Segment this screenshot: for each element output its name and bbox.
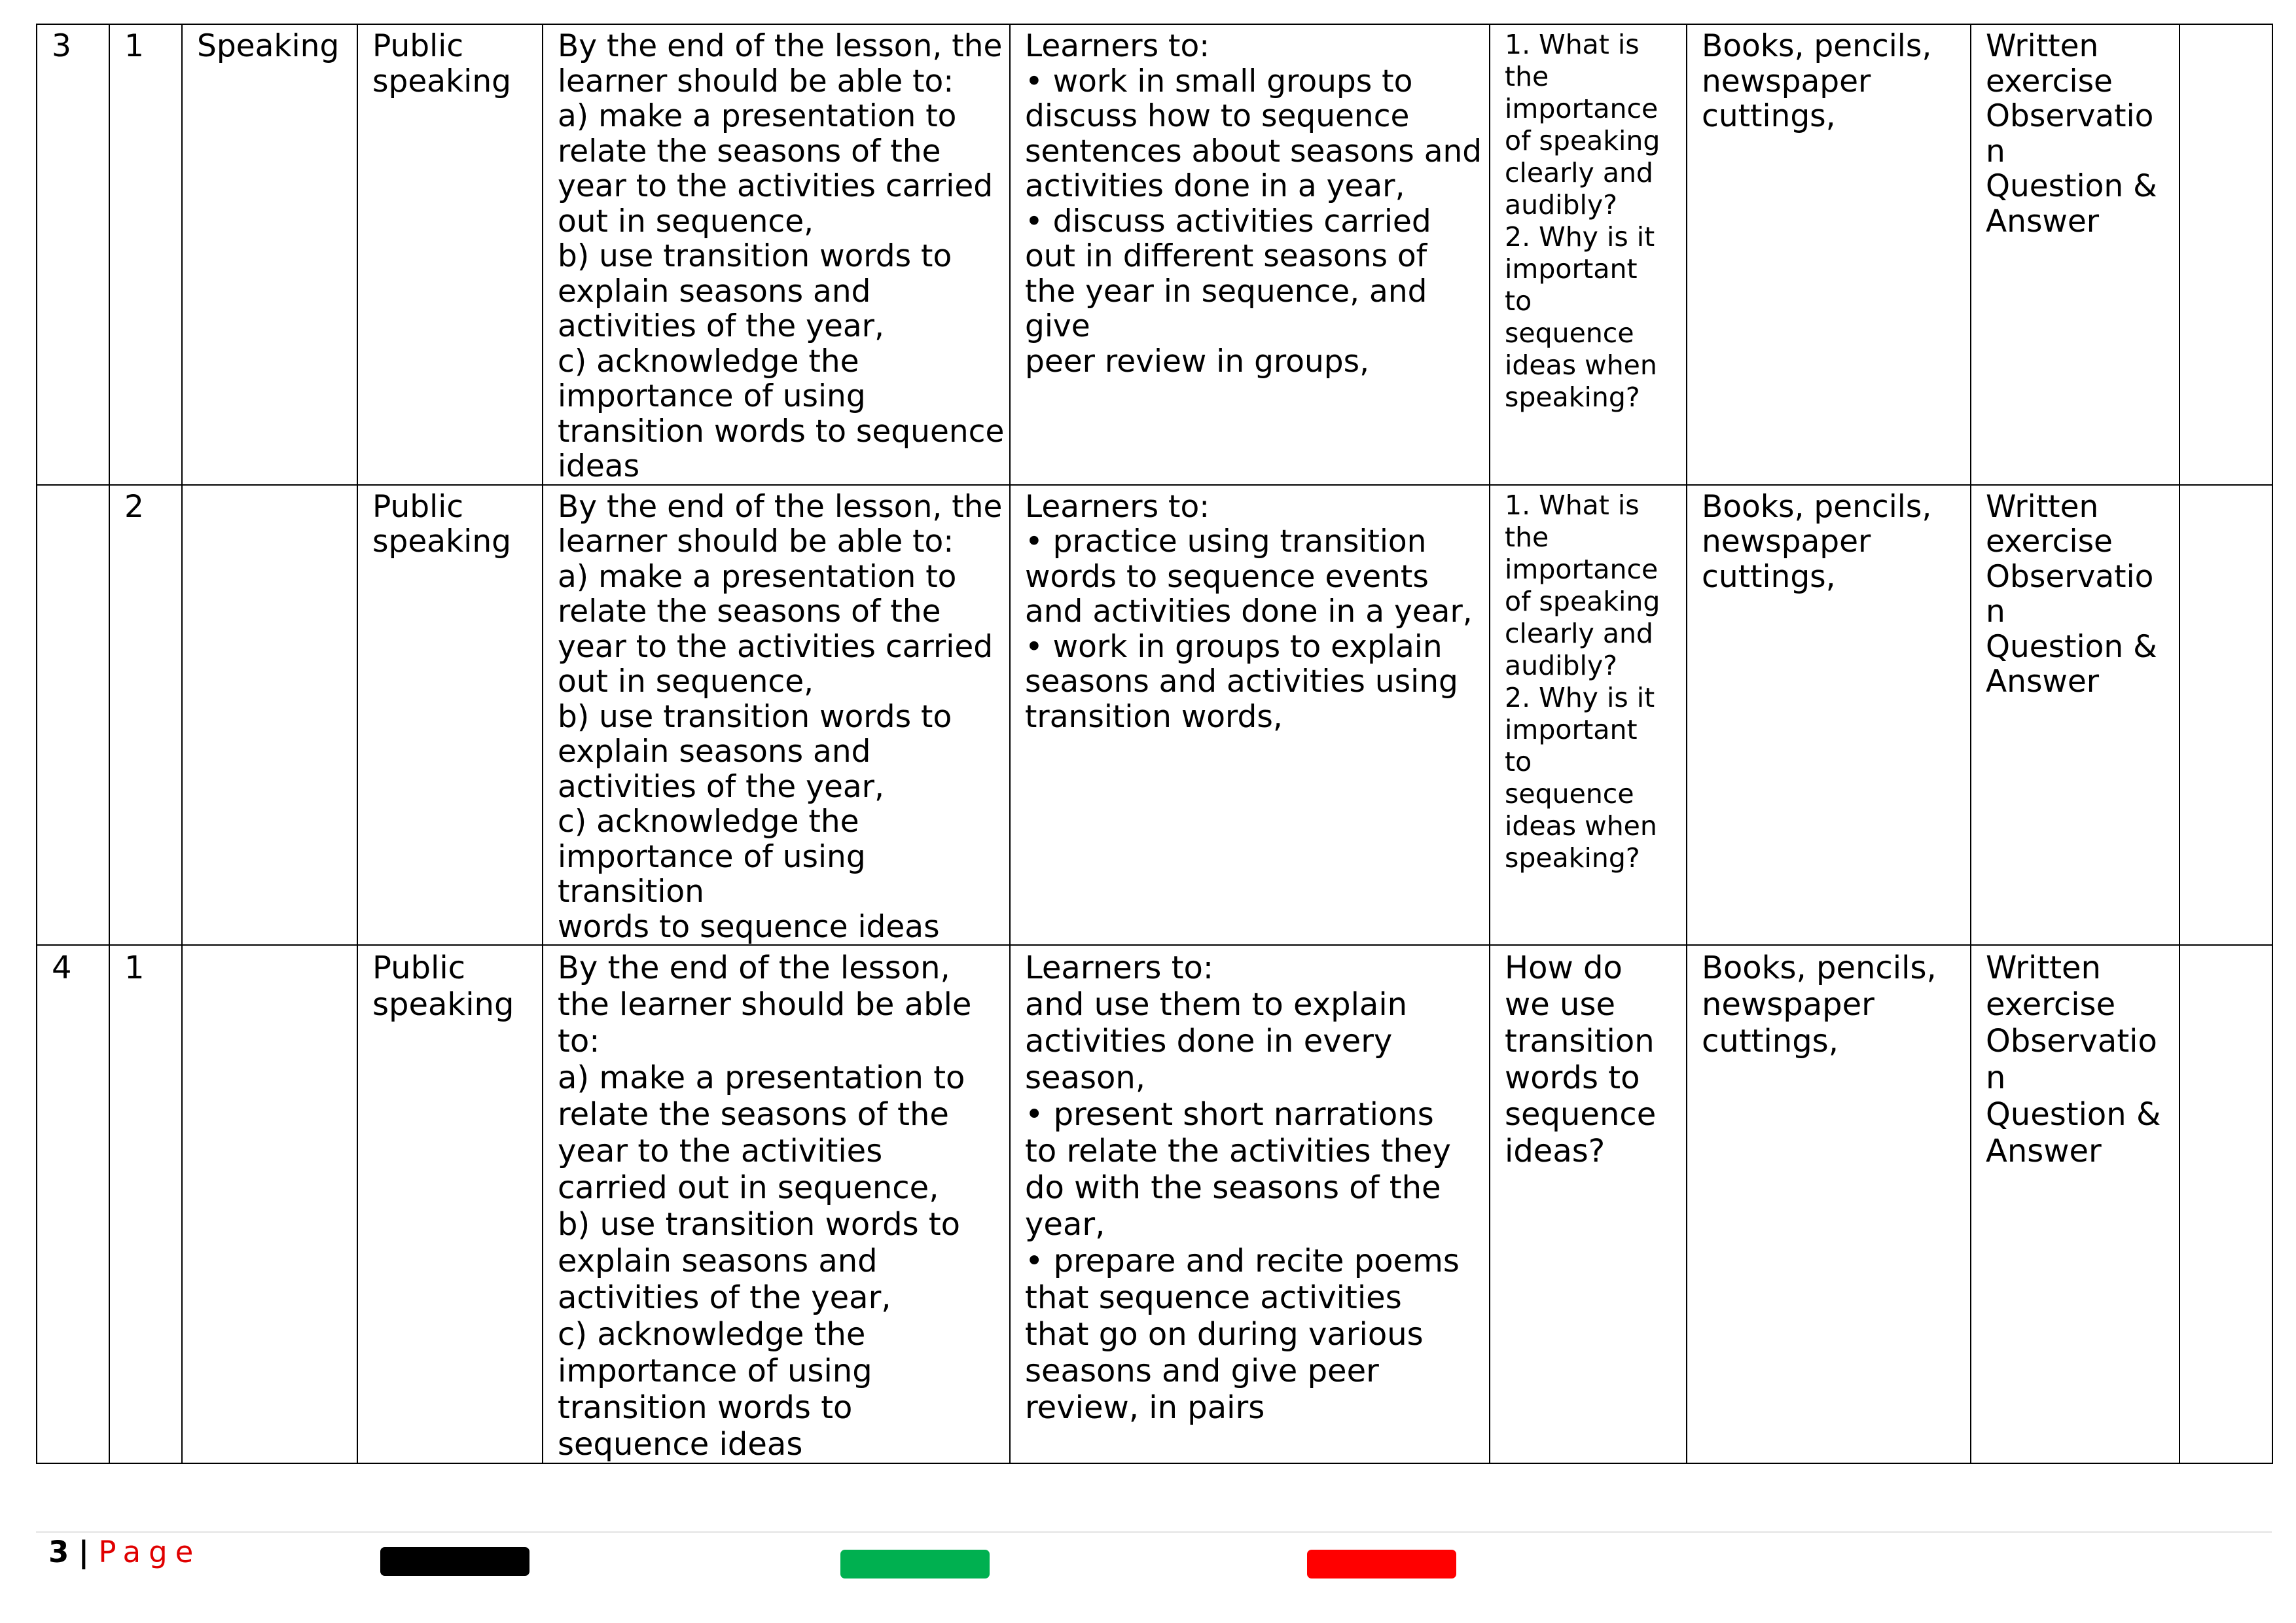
- week-cell: [37, 485, 109, 946]
- learning-resources-line: cuttings,: [1702, 1023, 1839, 1060]
- learning-outcomes-line: carried out in sequence,: [558, 1169, 939, 1206]
- assessment-line: exercise: [1986, 63, 2113, 99]
- learning-outcomes-line: out in sequence,: [558, 203, 814, 240]
- learning-outcomes-line: year to the activities carried: [558, 628, 994, 665]
- scheme-of-work-table: [36, 24, 2273, 1464]
- key-inquiry-question-line: ideas when: [1505, 349, 1657, 381]
- key-inquiry-question-line: we use: [1505, 986, 1616, 1023]
- learning-outcomes-line: importance of using: [558, 378, 866, 414]
- red-flag-bar: [1307, 1550, 1456, 1578]
- key-inquiry-question-line: important: [1505, 713, 1638, 745]
- learning-outcomes-line: c) acknowledge the: [558, 804, 859, 840]
- learning-outcomes-line: relate the seasons of the: [558, 1096, 949, 1133]
- assessment-line: Question &: [1986, 1096, 2161, 1133]
- strand-cell: Speaking: [182, 24, 357, 485]
- page-number: 3: [48, 1535, 69, 1569]
- key-inquiry-question-line: speaking?: [1505, 842, 1640, 874]
- learning-experiences-line: do with the seasons of the: [1025, 1169, 1441, 1206]
- learning-experiences-line: • work in groups to explain: [1025, 628, 1443, 665]
- table-row: [37, 945, 2272, 1463]
- learning-experiences-line: year,: [1025, 1206, 1105, 1243]
- learning-outcomes-line: b) use transition words to: [558, 698, 952, 735]
- learning-outcomes-line: activities of the year,: [558, 308, 884, 344]
- key-inquiry-question-line: 2. Why is it: [1505, 221, 1655, 253]
- remarks-cell: [2179, 24, 2272, 485]
- assessment-line: n: [1986, 1060, 2006, 1096]
- key-inquiry-question-line: ideas when: [1505, 810, 1657, 842]
- black-flag-bar: [380, 1547, 529, 1576]
- learning-experiences-line: • practice using transition: [1025, 524, 1427, 560]
- key-inquiry-question-line: the: [1505, 521, 1549, 553]
- key-inquiry-question-line: ideas?: [1505, 1133, 1605, 1169]
- learning-outcomes-line: By the end of the lesson, the: [558, 28, 1003, 64]
- assessment-line: Question &: [1986, 168, 2157, 204]
- key-inquiry-question-line: of speaking: [1505, 125, 1660, 156]
- key-inquiry-question-line: importance: [1505, 93, 1659, 124]
- assessment-line: Observatio: [1986, 98, 2154, 134]
- key-inquiry-question-line: 1. What is: [1505, 489, 1640, 521]
- learning-experiences-line: and activities done in a year,: [1025, 594, 1473, 630]
- key-inquiry-question-line: 1. What is: [1505, 29, 1640, 60]
- learning-outcomes-line: relate the seasons of the: [558, 594, 941, 630]
- sub-strand-line: speaking: [372, 524, 511, 560]
- key-inquiry-question-line: audibly?: [1505, 189, 1617, 221]
- learning-experiences-line: Learners to:: [1025, 28, 1210, 64]
- footer-divider: [36, 1531, 2272, 1533]
- learning-resources-line: cuttings,: [1702, 98, 1836, 134]
- learning-experiences-line: Learners to:: [1025, 950, 1214, 986]
- learning-experiences-line: seasons and activities using: [1025, 664, 1458, 700]
- assessment-line: Written: [1986, 28, 2099, 64]
- learning-outcomes-line: learner should be able to:: [558, 63, 954, 99]
- learning-experiences-line: • prepare and recite poems: [1025, 1243, 1460, 1279]
- learning-outcomes-line: c) acknowledge the: [558, 1316, 866, 1353]
- learning-experiences-line: out in different seasons of: [1025, 238, 1427, 274]
- learning-outcomes-cell: [543, 945, 1010, 1463]
- table-row: [37, 24, 2272, 485]
- assessment-line: n: [1986, 594, 2005, 630]
- learning-outcomes-line: b) use transition words to: [558, 1206, 961, 1243]
- learning-outcomes-line: transition words to sequence: [558, 413, 1005, 450]
- lesson-cell: 2: [109, 485, 182, 946]
- learning-outcomes-line: explain seasons and: [558, 273, 871, 310]
- learning-experiences-line: sentences about seasons and: [1025, 133, 1482, 169]
- assessment-cell: [1971, 485, 2179, 946]
- page-footer: [48, 1533, 201, 1572]
- key-inquiry-question-line: speaking?: [1505, 382, 1640, 413]
- learning-experiences-line: • present short narrations: [1025, 1096, 1434, 1133]
- assessment-line: Answer: [1986, 1133, 2102, 1169]
- learning-experiences-line: that go on during various: [1025, 1316, 1424, 1353]
- key-inquiry-question-line: How do: [1505, 950, 1623, 986]
- learning-experiences-cell: [1010, 485, 1490, 946]
- key-inquiry-question-line: important: [1505, 253, 1638, 285]
- learning-outcomes-line: explain seasons and: [558, 734, 871, 770]
- week-cell: 4: [37, 945, 109, 1463]
- key-inquiry-question-line: audibly?: [1505, 649, 1617, 681]
- key-inquiry-question-cell: [1490, 945, 1687, 1463]
- assessment-line: Answer: [1986, 203, 2100, 240]
- lesson-cell: 1: [109, 945, 182, 1463]
- learning-outcomes-line: year to the activities: [558, 1133, 883, 1169]
- assessment-line: Answer: [1986, 664, 2100, 700]
- learning-resources-cell: [1687, 24, 1971, 485]
- learning-outcomes-line: sequence ideas: [558, 1426, 803, 1463]
- learning-experiences-line: activities done in a year,: [1025, 168, 1405, 204]
- learning-experiences-line: • discuss activities carried: [1025, 203, 1431, 240]
- remarks-cell: [2179, 485, 2272, 946]
- key-inquiry-question-line: 2. Why is it: [1505, 681, 1655, 713]
- key-inquiry-question-line: sequence: [1505, 777, 1634, 810]
- learning-outcomes-line: By the end of the lesson,: [558, 950, 950, 986]
- learning-experiences-line: discuss how to sequence: [1025, 98, 1410, 134]
- learning-experiences-line: season,: [1025, 1060, 1146, 1096]
- learning-outcomes-line: c) acknowledge the: [558, 343, 859, 380]
- key-inquiry-question-cell: [1490, 24, 1687, 485]
- table-row: [37, 485, 2272, 946]
- learning-outcomes-cell: [543, 485, 1010, 946]
- learning-outcomes-line: transition words to: [558, 1389, 853, 1426]
- learning-experiences-line: • work in small groups to: [1025, 63, 1413, 99]
- learning-experiences-line: seasons and give peer: [1025, 1353, 1379, 1389]
- assessment-line: Written: [1986, 950, 2101, 986]
- lesson-cell: 1: [109, 24, 182, 485]
- learning-outcomes-line: year to the activities carried: [558, 168, 994, 204]
- learning-outcomes-line: ideas: [558, 448, 640, 484]
- strand-cell: [182, 945, 357, 1463]
- key-inquiry-question-line: to: [1505, 745, 1532, 777]
- key-inquiry-question-line: transition: [1505, 1023, 1655, 1060]
- learning-experiences-line: peer review in groups,: [1025, 343, 1370, 380]
- learning-experiences-line: activities done in every: [1025, 1023, 1393, 1060]
- learning-outcomes-line: explain seasons and: [558, 1243, 878, 1279]
- key-inquiry-question-line: words to: [1505, 1060, 1640, 1096]
- sub-strand-cell: [357, 24, 543, 485]
- learning-resources-line: cuttings,: [1702, 558, 1836, 595]
- learning-experiences-line: to relate the activities they: [1025, 1133, 1451, 1169]
- assessment-cell: [1971, 24, 2179, 485]
- assessment-line: Written: [1986, 488, 2099, 525]
- learning-experiences-line: the year in sequence, and: [1025, 273, 1427, 310]
- learning-outcomes-line: the learner should be able: [558, 986, 972, 1023]
- learning-experiences-cell: [1010, 945, 1490, 1463]
- assessment-line: n: [1986, 133, 2005, 169]
- learning-outcomes-line: out in sequence,: [558, 664, 814, 700]
- week-cell: 3: [37, 24, 109, 485]
- learning-outcomes-line: a) make a presentation to: [558, 98, 957, 134]
- key-inquiry-question-line: importance: [1505, 553, 1659, 585]
- learning-experiences-line: review, in pairs: [1025, 1389, 1265, 1426]
- key-inquiry-question-line: sequence: [1505, 1096, 1657, 1133]
- key-inquiry-question-cell: [1490, 485, 1687, 946]
- key-inquiry-question-line: clearly and: [1505, 157, 1653, 188]
- learning-experiences-line: Learners to:: [1025, 488, 1210, 525]
- learning-resources-line: newspaper: [1702, 63, 1871, 99]
- learning-resources-line: newspaper: [1702, 986, 1874, 1023]
- learning-experiences-line: transition words,: [1025, 698, 1283, 735]
- learning-resources-cell: [1687, 945, 1971, 1463]
- key-inquiry-question-line: to: [1505, 285, 1532, 317]
- sub-strand-line: speaking: [372, 63, 511, 99]
- learning-outcomes-line: relate the seasons of the: [558, 133, 941, 169]
- key-inquiry-question-line: sequence: [1505, 317, 1634, 349]
- learning-resources-line: Books, pencils,: [1702, 488, 1932, 525]
- learning-outcomes-line: activities of the year,: [558, 768, 884, 805]
- learning-experiences-line: that sequence activities: [1025, 1279, 1402, 1316]
- sub-strand-line: speaking: [372, 986, 514, 1023]
- assessment-line: Observatio: [1986, 1023, 2157, 1060]
- learning-experiences-line: give: [1025, 308, 1090, 344]
- assessment-line: Observatio: [1986, 558, 2154, 595]
- learning-resources-line: Books, pencils,: [1702, 950, 1937, 986]
- learning-outcomes-line: words to sequence ideas: [558, 908, 940, 945]
- assessment-line: exercise: [1986, 524, 2113, 560]
- strand-cell: [182, 485, 357, 946]
- learning-outcomes-line: b) use transition words to: [558, 238, 952, 274]
- learning-experiences-cell: [1010, 24, 1490, 485]
- learning-outcomes-line: activities of the year,: [558, 1279, 891, 1316]
- key-inquiry-question-line: the: [1505, 61, 1549, 92]
- page-separator: |: [78, 1535, 90, 1569]
- page-label: Page: [98, 1535, 202, 1569]
- learning-outcomes-line: a) make a presentation to: [558, 558, 957, 595]
- remarks-cell: [2179, 945, 2272, 1463]
- learning-outcomes-line: importance of using: [558, 838, 866, 875]
- green-flag-bar: [840, 1550, 990, 1578]
- learning-outcomes-line: transition: [558, 874, 704, 910]
- learning-outcomes-line: By the end of the lesson, the: [558, 488, 1003, 525]
- learning-experiences-line: words to sequence events: [1025, 558, 1429, 595]
- sub-strand-line: Public: [372, 28, 464, 64]
- assessment-line: Question &: [1986, 628, 2157, 665]
- learning-outcomes-line: importance of using: [558, 1353, 872, 1389]
- learning-resources-line: newspaper: [1702, 524, 1871, 560]
- sub-strand-cell: [357, 945, 543, 1463]
- key-inquiry-question-line: of speaking: [1505, 585, 1660, 617]
- learning-experiences-line: and use them to explain: [1025, 986, 1408, 1023]
- assessment-cell: [1971, 945, 2179, 1463]
- assessment-line: exercise: [1986, 986, 2116, 1023]
- sub-strand-cell: [357, 485, 543, 946]
- sub-strand-line: Public: [372, 488, 464, 525]
- learning-outcomes-line: learner should be able to:: [558, 524, 954, 560]
- learning-resources-line: Books, pencils,: [1702, 28, 1932, 64]
- sub-strand-line: Public: [372, 950, 466, 986]
- learning-outcomes-cell: [543, 24, 1010, 485]
- learning-resources-cell: [1687, 485, 1971, 946]
- learning-outcomes-line: a) make a presentation to: [558, 1060, 965, 1096]
- key-inquiry-question-line: clearly and: [1505, 617, 1653, 649]
- learning-outcomes-line: to:: [558, 1023, 600, 1060]
